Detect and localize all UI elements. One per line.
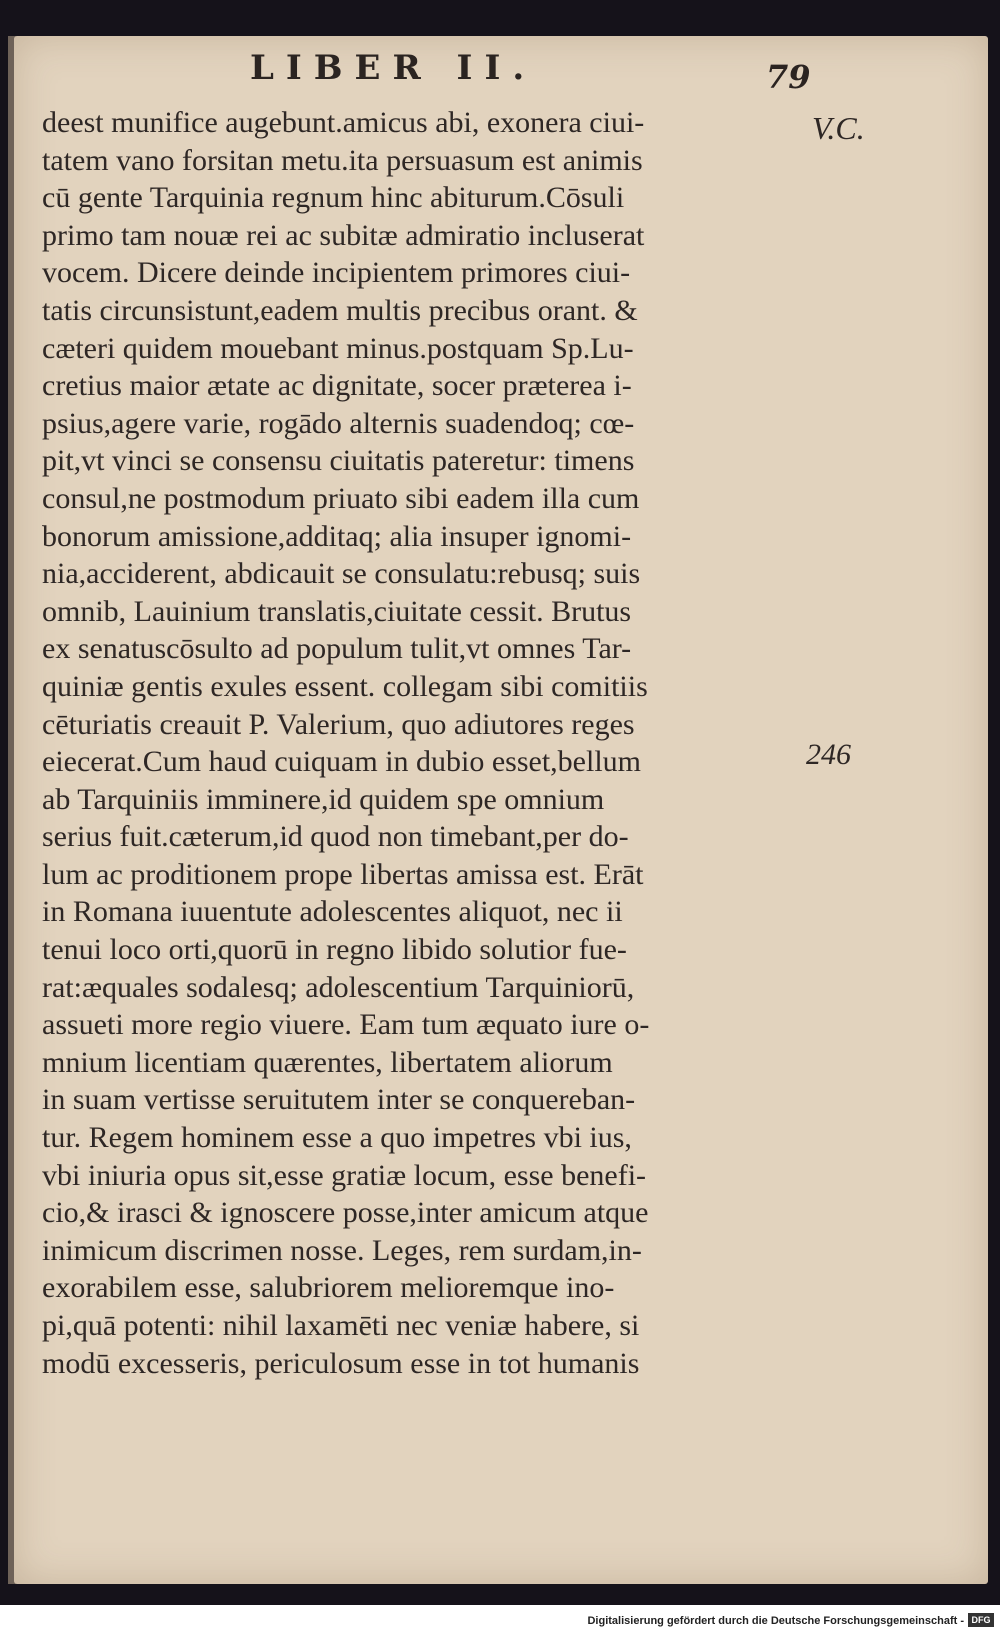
- text-line: cretius maior ætate ac dignitate, socer præterea i-: [42, 369, 632, 403]
- text-line: tatis circunsistunt,eadem multis precibus orant. &: [42, 293, 638, 327]
- text-line: mnium licentiam quærentes, libertatem aliorum: [42, 1045, 613, 1079]
- text-line: primo tam nouæ rei ac subitæ admiratio incluserat: [42, 218, 645, 252]
- text-line: omnib, Lauinium translatis,ciuitate cessit. Brutus: [42, 594, 632, 628]
- margin-note-middle: 246: [806, 738, 851, 771]
- text-line: pit,vt vinci se consensu ciuitatis pateretur: timens: [42, 444, 635, 478]
- footer-bar: [0, 1605, 1000, 1634]
- dfg-logo: DFG: [968, 1613, 994, 1627]
- text-line: eiecerat.Cum haud cuiquam in dubio esset,bellum: [42, 745, 642, 779]
- text-line: tenui loco orti,quorū in regno libido solutior fue-: [42, 933, 627, 967]
- text-line: lum ac proditionem prope libertas amissa est. Erāt: [42, 857, 644, 891]
- text-line: in suam vertisse seruitutem inter se conquereban-: [42, 1083, 636, 1117]
- footer-credit: Digitalisierung gefördert durch die Deutsche Forschungsgemeinschaft -: [587, 1615, 964, 1627]
- text-line: nia,acciderent, abdicauit se consulatu:rebusq; suis: [42, 557, 641, 591]
- text-line: consul,ne postmodum priuato sibi eadem illa cum: [42, 481, 640, 515]
- text-line: tatem vano forsitan metu.ita persuasum est animis: [42, 143, 643, 177]
- text-line: cēturiatis creauit P. Valerium, quo adiutores reges: [42, 707, 635, 741]
- text-line: rat:æquales sodalesq; adolescentium Tarquiniorū,: [42, 970, 635, 1004]
- text-line: cæteri quidem mouebant minus.postquam Sp.Lu-: [42, 331, 634, 365]
- text-line: serius fuit.cæterum,id quod non timebant,per do-: [42, 820, 629, 854]
- text-line: vocem. Dicere deinde incipientem primores ciui-: [42, 256, 631, 290]
- margin-note-top: V.C.: [812, 110, 865, 146]
- text-line: cū gente Tarquinia regnum hinc abiturum.Cōsuli: [42, 181, 625, 215]
- text-line: ab Tarquiniis imminere,id quidem spe omnium: [42, 782, 605, 816]
- text-line: pi,quā potenti: nihil laxamēti nec veniæ habere, si: [42, 1309, 640, 1342]
- text-line: cio,& irasci & ignoscere posse,inter amicum atque: [42, 1196, 649, 1230]
- page-number: 79: [766, 58, 811, 96]
- text-line: inimicum discrimen nosse. Leges, rem surdam,in-: [42, 1233, 642, 1267]
- text-line: vbi iniuria opus sit,esse gratiæ locum, esse benefi-: [42, 1158, 647, 1192]
- body-text: [42, 104, 802, 1382]
- text-line: bonorum amissione,additaq; alia insuper ignomi-: [42, 519, 632, 553]
- text-line: modū excesseris, periculosum esse in tot humanis: [42, 1346, 640, 1380]
- text-line: assueti more regio viuere. Eam tum æquato iure o-: [42, 1008, 650, 1042]
- text-line: ex senatuscōsulto ad populum tulit,vt omnes Tar-: [42, 632, 632, 666]
- text-line: in Romana iuuentute adolescentes aliquot, nec ii: [42, 895, 623, 929]
- text-line: deest munifice augebunt.amicus abi, exonera ciui-: [42, 106, 645, 139]
- text-line: quiniæ gentis exules essent. collegam sibi comitiis: [42, 669, 648, 703]
- running-head: LIBER II.: [250, 48, 537, 88]
- text-line: psius,agere varie, rogādo alternis suadendoq; cœ-: [42, 406, 635, 440]
- text-line: exorabilem esse, salubriorem melioremque ino-: [42, 1271, 615, 1305]
- text-line: tur. Regem hominem esse a quo impetres vbi ius,: [42, 1121, 632, 1155]
